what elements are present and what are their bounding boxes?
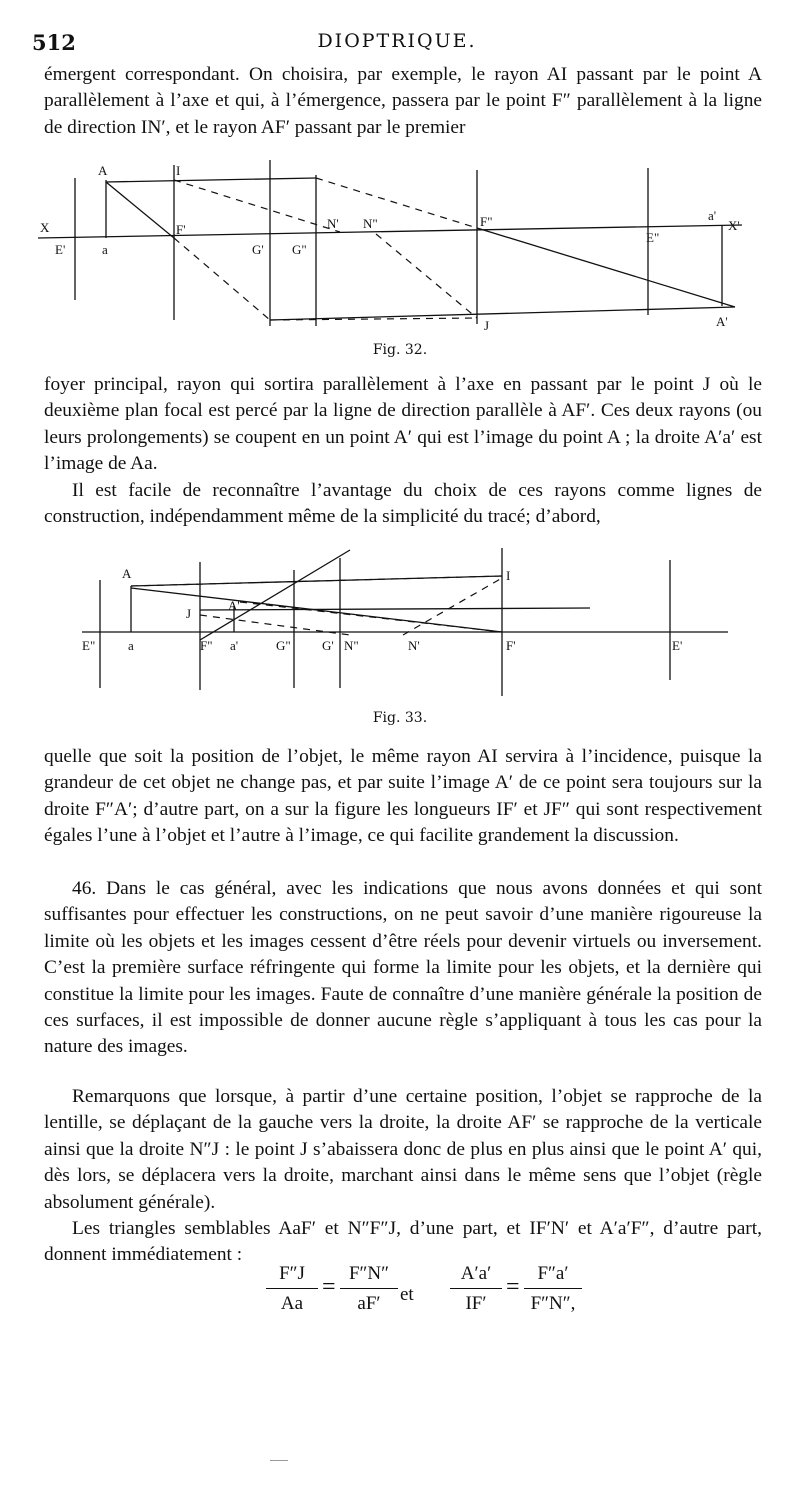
fig32-label-E1: E' — [55, 242, 66, 257]
fraction-1 — [266, 1262, 318, 1316]
fraction-4-denominator: F″N″, — [530, 1293, 576, 1314]
fig32-label-N2: N" — [363, 216, 378, 231]
fig33-label-A1: A' — [228, 598, 240, 613]
fraction-3 — [450, 1262, 502, 1316]
fraction-4 — [524, 1262, 582, 1316]
fig33-label-a1: a' — [230, 638, 239, 653]
fig33-label-G2: G" — [276, 638, 291, 653]
figure-32-caption: Fig. 32. — [372, 342, 428, 358]
equals-sign-1: = — [322, 1274, 336, 1300]
fig33-label-N2: N" — [344, 638, 359, 653]
fig33-label-E2: E" — [82, 638, 96, 653]
paragraph-1: émergent correspondant. On choisira, par exemple, le rayon AI passant par le point A parallèlement à l’axe et qui, à l’émergence, passera par le point F″ parallèlement à la ligne de direction IN′, et le rayon AF′ passant par le premier — [44, 64, 762, 138]
ray-AI — [106, 178, 316, 182]
figure-32 — [0, 150, 800, 340]
optical-axis — [38, 225, 742, 238]
fig32-label-N1: N' — [327, 216, 339, 231]
ray-F2A1 — [477, 228, 735, 307]
fig32-label-X: X — [40, 220, 50, 235]
fig32-label-X1: X' — [728, 218, 740, 233]
fig33-label-I: I — [506, 568, 511, 583]
fig32-label-a1: a' — [708, 208, 717, 223]
fig33-label-F2: F" — [200, 638, 213, 653]
figure-32-labels — [40, 163, 740, 333]
paragraph-5-section-46: 46. Dans le cas général, avec les indications que nous avons données et qui sont suffisantes pour effectuer les constructions, on ne peut savoir d’une manière rigoureuse la limite où les objets et les images cessent d’être réels pour devenir virtuels ou inversement. C’est la première surface réfringente qui forme la limite pour les objets, et la dernière qui constitue la limite pour les images. Faute de connaître d’une manière générale la position de ces surfaces, il est impossible de donner aucune règle s’appliquant à tous les cas pour la nature des images. — [44, 878, 762, 1058]
paragraph-6: Remarquons que lorsque, à partir d’une certaine position, l’objet se rapproche de la lentille, se déplaçant de la gauche vers la droite, la droite AF′ se rapproche de la verticale ainsi que la droite N″J : le point J s’abaissera donc de plus en plus ainsi que le point A′ qui, dès lors, se déplacera vers la droite, marchant ainsi dans le même sens que l’objet (règle absolument générale). — [44, 1086, 762, 1213]
formula-similar-triangles — [0, 1262, 800, 1332]
equals-sign-2: = — [506, 1274, 520, 1300]
fig32-label-I: I — [176, 163, 181, 178]
fraction-1-denominator: Aa — [280, 1293, 304, 1314]
fig33-label-E1: E' — [672, 638, 683, 653]
fraction-4-numerator: F″a′ — [524, 1262, 582, 1289]
fig33-label-a: a — [128, 638, 134, 653]
fraction-2-numerator: F″N″ — [340, 1262, 398, 1289]
paragraph-7: Les triangles semblables AaF′ et N″F″J, d’une part, et IF′N′ et A′a′F″, d’autre part, donnent immédiatement : — [44, 1218, 762, 1266]
fraction-2 — [340, 1262, 398, 1316]
fig32-label-F1: F' — [176, 222, 186, 237]
conjunction-et: et — [400, 1284, 414, 1305]
fig32-label-G2: G" — [292, 242, 307, 257]
fig33-label-A: A — [122, 566, 132, 581]
fraction-2-denominator: aF′ — [357, 1293, 381, 1314]
fraction-3-numerator: A′a′ — [450, 1262, 502, 1289]
fig32-label-F2: F" — [480, 214, 493, 229]
fig32-label-a: a — [102, 242, 108, 257]
fraction-3-denominator: IF′ — [465, 1293, 487, 1314]
ray-JA1 — [270, 307, 735, 320]
fig33-label-N1: N' — [408, 638, 420, 653]
paragraph-2: foyer principal, rayon qui sortira parallèlement à l’axe en passant par le point J où le deuxième plan focal est percé par la ligne de direction parallèle à AF′. Ces deux rayons (ou leurs prolongements) se coupent en un point A′ qui est l’image du point A ; la droite A′a′ est l’image de Aa. — [44, 374, 762, 475]
ray-J — [200, 608, 590, 610]
page-number: 512 — [32, 30, 76, 55]
figure-33-caption: Fig. 33. — [372, 710, 428, 726]
ray-F2-oblique — [200, 550, 350, 640]
fig32-label-E2: E" — [646, 230, 660, 245]
fig32-label-G1: G' — [252, 242, 264, 257]
fig32-label-A: A — [98, 163, 108, 178]
footer-mark — [270, 1460, 288, 1461]
figure-33 — [0, 540, 800, 710]
page-header — [32, 30, 762, 56]
fraction-1-numerator: F″J — [266, 1262, 318, 1289]
fig33-label-F1: F' — [506, 638, 516, 653]
fig33-label-J: J — [186, 606, 192, 621]
paragraph-4: quelle que soit la position de l’objet, le même rayon AI servira à l’incidence, puisque la grandeur de cet objet ne change pas, et par suite l’image A′ de ce point sera toujours sur la droite F″A′; d’autre part, on a sur la figure les longueurs IF′ et JF″ qui sont respectivement égales l’une à l’objet et l’autre à l’image, ce qui facilite grandement la discussion. — [44, 746, 762, 847]
running-title: DIOPTRIQUE. — [317, 30, 477, 52]
ray-AF1 — [106, 182, 174, 238]
fig33-label-G1: G' — [322, 638, 334, 653]
fig32-label-J: J — [484, 318, 490, 333]
paragraph-3: Il est facile de reconnaître l’avantage du choix de ces rayons comme lignes de construction, indépendamment même de la simplicité du tracé; d’abord, — [44, 480, 762, 528]
fig32-label-A1: A' — [716, 314, 728, 329]
